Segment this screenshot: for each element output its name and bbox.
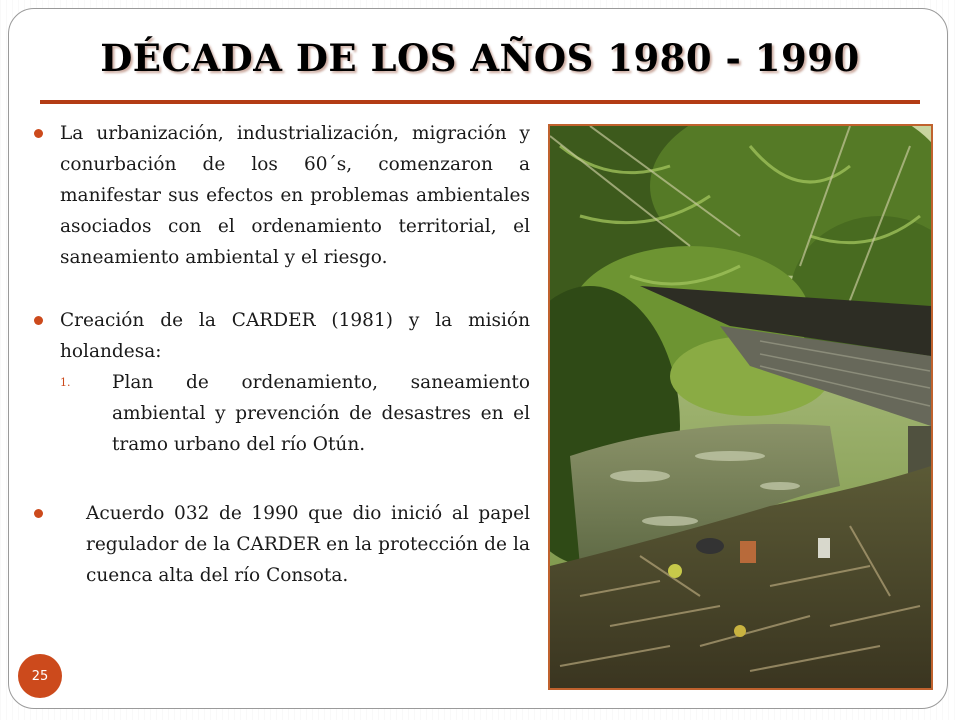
bullet-item-carder: [34, 305, 530, 367]
bullet-dot-icon: [34, 316, 43, 325]
slide-title: DÉCADA DE LOS AÑOS 1980 - 1990: [100, 36, 860, 80]
bullet-item-urbanization: [34, 118, 530, 273]
numbered-text: Plan de ordenamiento, saneamiento ambiental y prevención de desastres en el tramo urbano del río Otún.: [112, 372, 530, 455]
bullet-text: Acuerdo 032 de 1990 que dio inició al papel regulador de la CARDER en la protección de la cuenca alta del río Consota.: [86, 503, 530, 586]
list-number: 1.: [60, 376, 71, 389]
page-number-badge: 25: [18, 654, 62, 698]
numbered-item-plan: [34, 367, 530, 460]
title-divider: [40, 100, 920, 104]
bullet-text: Creación de la CARDER (1981) y la misión holandesa:: [60, 310, 530, 362]
river-photo: [548, 124, 933, 690]
bullet-dot-icon: [34, 129, 43, 138]
slide-content: [34, 118, 530, 591]
river-photo-illustration: [550, 126, 931, 688]
bullet-item-acuerdo: [34, 498, 530, 591]
bullet-dot-icon: [34, 509, 43, 518]
bullet-text: La urbanización, industrialización, migración y conurbación de los 60´s, comenzaron a manifestar sus efectos en problemas ambientales asociados con el ordenamiento territorial, el saneamiento ambiental y el riesgo.: [60, 123, 530, 268]
